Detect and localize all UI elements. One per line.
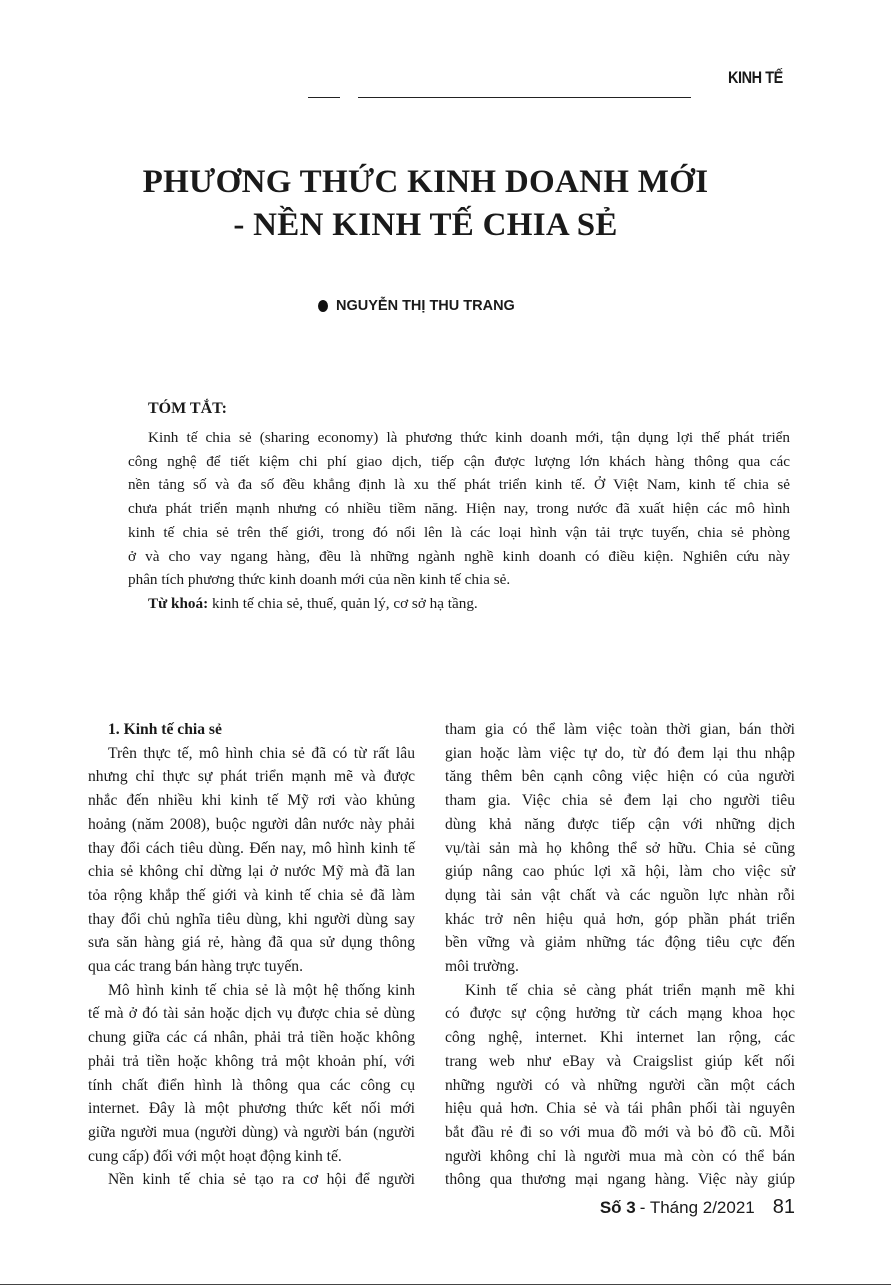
abstract-heading: TÓM TẮT:: [148, 400, 227, 417]
text-line: gian hoặc làm việc tự do, từ đó đem lại thu nhập: [445, 744, 795, 762]
text-line: thay đổi cách tiêu dùng. Đến nay, mô hình kinh tế: [88, 839, 415, 857]
left-column: [88, 718, 415, 1192]
article-title-line-1: PHƯƠNG THỨC KINH DOANH MỚI: [142, 164, 709, 200]
text-line: thay đổi chủ nghĩa tiêu dùng, khi người dùng say: [88, 910, 415, 928]
text-line: tỏa rộng khắp thế giới và kinh tế chia sẻ đã làm: [88, 886, 415, 904]
issue-number: Số 3: [599, 1198, 636, 1217]
header-rule: [358, 97, 691, 98]
text-line: Kinh tế chia sẻ càng phát triển mạnh mẽ khi: [465, 981, 795, 999]
keywords: [128, 592, 790, 616]
text-line: chia sẻ không chỉ dừng lại ở nước Mỹ mà đã lan: [88, 863, 415, 881]
abstract-body: [128, 426, 790, 592]
text-line: kinh tế chia sẻ trên thế giới, trong đó nổi lên là các loại hình vận tải trực tuyến, chia sẻ phòng: [128, 523, 790, 541]
text-line: tính chất điển hình là thông qua các công cụ: [88, 1076, 415, 1094]
text-line: thông qua thương mại ngang hàng. Việc này giúp: [445, 1171, 795, 1189]
text-line: dùng khả năng được tiếp cận với những dịch: [445, 815, 795, 833]
text-line: khác trở nên hiệu quả hơn, góp phần phát triển: [445, 910, 795, 928]
section-tag: KINH TẾ: [728, 68, 783, 87]
text-line: Kinh tế chia sẻ (sharing economy) là phương thức kinh doanh mới, tận dụng lợi thế phát triển: [148, 429, 790, 446]
text-line: sưa săn hàng giá rẻ, hàng đã qua sử dụng thông: [88, 934, 415, 952]
text-line: công nghệ, internet. Khi internet lan rộng, các: [445, 1029, 795, 1047]
text-line: tế mà ở đó tài sản hoặc dịch vụ được chia sẻ dùng: [88, 1005, 415, 1023]
text-line: nhắc đến nhiều khi kinh tế Mỹ rơi vào khủng: [88, 792, 415, 810]
author-byline: [318, 298, 515, 314]
text-line: môi trường.: [445, 958, 519, 976]
text-line: người không chỉ là người mua mà còn có thể bán: [445, 1147, 795, 1165]
header-rule-short: [308, 97, 340, 98]
text-line: tham gia có thể làm việc toàn thời gian, bán thời: [445, 721, 795, 738]
text-line: bắt đầu rẻ đi so với mua đồ mới và bỏ đồ cũ. Mỗi: [445, 1123, 795, 1141]
text-line: có được sự cộng hưởng từ cách mạng khoa học: [445, 1005, 795, 1023]
text-line: ở và cho vay ngang hàng, đều là những ngành nghề kinh doanh có điều kiện. Nghiên cứu này: [128, 547, 790, 565]
keywords-label: Từ khoá:: [148, 595, 209, 612]
text-line: trang web như eBay và Craigslist giúp kết nối: [445, 1052, 795, 1070]
bottom-edge-rule: [0, 1284, 891, 1285]
text-line: hiệu quả hơn. Chia sẻ và tái phân phối tài nguyên: [445, 1100, 795, 1118]
text-line: bền vững và giảm những tác động tiêu cực đến: [445, 934, 795, 952]
text-line: nhưng chỉ thực sự phát triển mạnh mẽ và được: [88, 768, 415, 786]
issue-date: - Tháng 2/2021: [639, 1198, 755, 1217]
text-line: những người có và những người cần một cách: [445, 1076, 795, 1094]
page-footer: [600, 1196, 795, 1219]
text-line: Nền kinh tế chia sẻ tạo ra cơ hội để người: [108, 1171, 415, 1189]
text-line: Mô hình kinh tế chia sẻ là một hệ thống kinh: [108, 981, 415, 999]
right-column: [445, 718, 795, 1192]
text-line: phải trả tiền hoặc không trả một khoản phí, với: [88, 1052, 415, 1070]
text-line: tăng thêm bên cạnh công việc hiện có của người: [445, 768, 795, 786]
text-line: Trên thực tế, mô hình chia sẻ đã có từ rất lâu: [108, 744, 415, 762]
bullet-icon: [318, 300, 328, 312]
text-line: internet. Đây là một phương thức kết nối mới: [88, 1100, 415, 1118]
text-line: dụng tài sản vật chất và các nguồn lực nhàn rỗi: [445, 886, 795, 904]
text-line: cung cấp) đối với một hoạt động kinh tế.: [88, 1147, 342, 1165]
text-line: vụ/tài sản mà họ không thể sở hữu. Chia sẻ cũng: [445, 839, 795, 857]
section-heading: 1. Kinh tế chia sẻ: [108, 721, 222, 738]
article-title-line-2: - NỀN KINH TẾ CHIA SẺ: [233, 207, 618, 243]
text-line: hoảng (năm 2008), buộc người dân nước này phải: [88, 815, 415, 833]
text-line: chưa phát triển mạnh nhưng có nhiều tiềm năng. Hiện nay, trong nước đã xuất hiện các mô hình: [128, 500, 790, 518]
author-name: NGUYỄN THỊ THU TRANG: [336, 298, 515, 314]
text-line: phân tích phương thức kinh doanh mới của nền kinh tế chia sẻ.: [128, 571, 511, 589]
text-line: nền tảng số và đa số đều khẳng định là xu thế phát triển kinh tế. Ở Việt Nam, kinh tế chia sẻ: [128, 476, 790, 494]
text-line: tham gia. Việc chia sẻ đem lại cho người tiêu: [445, 792, 795, 810]
text-line: công nghệ để tiết kiệm chi phí giao dịch, tiếp cận được lượng lớn khách hàng thông qua các: [128, 452, 790, 470]
text-line: qua các trang bán hàng trực tuyến.: [88, 958, 303, 976]
page-number: 81: [772, 1196, 795, 1218]
text-line: chung giữa các cá nhân, phải trả tiền hoặc không: [88, 1029, 415, 1047]
text-line: giữa người mua (người dùng) và người bán (người: [88, 1123, 415, 1141]
keywords-text: kinh tế chia sẻ, thuế, quản lý, cơ sở hạ tầng.: [208, 595, 478, 612]
text-line: giúp nâng cao phúc lợi xã hội, làm cho việc sử: [445, 863, 795, 881]
